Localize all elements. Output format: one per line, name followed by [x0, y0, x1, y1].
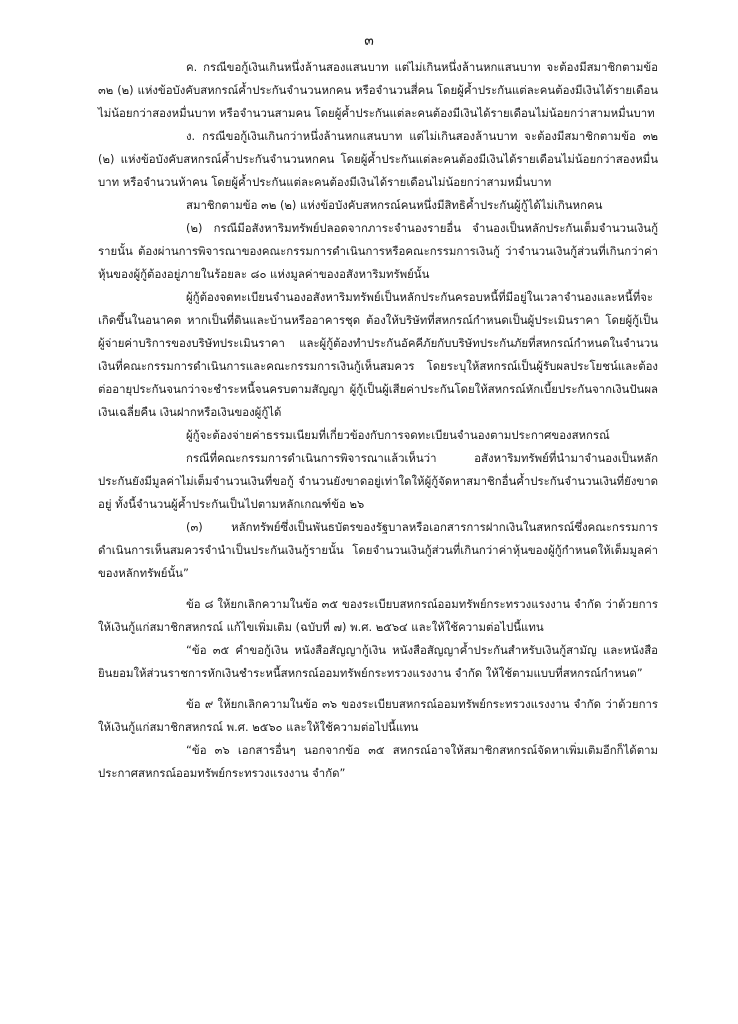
- document-body: [98, 56, 658, 785]
- paragraph-clause-kor: ค. กรณีขอกู้เงินเกินหนึ่งล้านสองแสนบาท แต่ไม่เกินหนึ่งล้านหกแสนบาท จะต้องมีสมาชิกตามข้อ ๓๒ (๒) แห่งข้อบังคับสหกรณ์ค้ำประกันจำนวนหกคน หรือจำนวนสี่คน โดยผู้ค้ำประกันแต่ละคนต้องมีเงินได้รายเดือนไม่น้อยกว่าสองหมื่นบาท หรือจำนวนสามคน โดยผู้ค้ำประกันแต่ละคนต้องมีเงินได้รายเดือนไม่น้อยกว่าสามหมื่นบาท: [98, 60, 658, 120]
- paragraph-mortgage-fee: ผู้กู้จะต้องจ่ายค่าธรรมเนียมที่เกี่ยวข้องกับการจดทะเบียนจำนองตามประกาศของสหกรณ์: [186, 428, 610, 442]
- paragraph-securities-collateral: (๓) หลักทรัพย์ซึ่งเป็นพันธบัตรของรัฐบาลหรือเอกสารการฝากเงินในสหกรณ์ซึ่งคณะกรรมการดำเนินการเห็นสมควรจำนำเป็นประกันเงินกู้รายนั้น โดยจำนวนเงินกู้ส่วนที่เกินกว่าค่าหุ้นของผู้กู้กำหนดให้เต็มมูลค่าของหลักทรัพย์นั้น”: [98, 520, 658, 580]
- paragraph-article-9: ข้อ ๙ ให้ยกเลิกความในข้อ ๓๖ ของระเบียบสหกรณ์ออมทรัพย์กระทรวงแรงงาน จำกัด ว่าด้วยการให้เงินกู้แก่สมาชิกสหกรณ์ พ.ศ. ๒๕๖๐ และให้ใช้ความต่อไปนี้แทน: [98, 697, 658, 734]
- paragraph-insufficient-value: กรณีที่คณะกรรมการดำเนินการพิจารณาแล้วเห็นว่า อสังหาริมทรัพย์ที่นำมาจำนองเป็นหลักประกันยังมีมูลค่าไม่เต็มจำนวนเงินที่ขอกู้ จำนวนยังขาดอยู่เท่าใดให้ผู้กู้จัดหาสมาชิกอื่นค้ำประกันจำนวนเงินที่ยังขาดอยู่ ทั้งนี้จำนวนผู้ค้ำประกันเป็นไปตามหลักเกณฑ์ข้อ ๒๖: [98, 451, 658, 511]
- page-number: ๓: [364, 33, 374, 49]
- paragraph-article-36-text: “ข้อ ๓๖ เอกสารอื่นๆ นอกจากข้อ ๓๕ สหกรณ์อาจให้สมาชิกสหกรณ์จัดหาเพิ่มเติมอีกก็ได้ตามประกาศสหกรณ์ออมทรัพย์กระทรวงแรงงาน จำกัด”: [98, 743, 658, 780]
- paragraph-clause-ngor: ง. กรณีขอกู้เงินเกินกว่าหนึ่งล้านหกแสนบาท แต่ไม่เกินสองล้านบาท จะต้องมีสมาชิกตามข้อ ๓๒ (๒) แห่งข้อบังคับสหกรณ์ค้ำประกันจำนวนหกคน โดยผู้ค้ำประกันแต่ละคนต้องมีเงินได้รายเดือนไม่น้อยกว่าสองหมื่นบาท หรือจำนวนห้าคน โดยผู้ค้ำประกันแต่ละคนต้องมีเงินได้รายเดือนไม่น้อยกว่าสามหมื่นบาท: [98, 129, 658, 189]
- paragraph-mortgage-registration: ผู้กู้ต้องจดทะเบียนจำนองอสังหาริมทรัพย์เป็นหลักประกันครอบหนี้ที่มีอยู่ในเวลาจำนองและหนี้ที่จะเกิดขึ้นในอนาคต หากเป็นที่ดินและบ้านหรืออาคารชุด ต้องให้บริษัทที่สหกรณ์กำหนดเป็นผู้ประเมินราคา โดยผู้กู้เป็นผู้จ่ายค่าบริการของบริษัทประเมินราคา และผู้กู้ต้องทำประกันอัคคีภัยกับบริษัทประกันภัยที่สหกรณ์กำหนดในจำนวนเงินที่คณะกรรมการดำเนินการและคณะกรรมการเงินกู้เห็นสมควร โดยระบุให้สหกรณ์เป็นผู้รับผลประโยชน์และต้องต่ออายุประกันจนกว่าจะชำระหนี้จนครบตามสัญญา ผู้กู้เป็นผู้เสียค่าประกันโดยให้สหกรณ์หักเบี้ยประกันจากเงินปันผล เงินเฉลี่ยคืน เงินฝากหรือเงินของผู้กู้ได้: [98, 290, 658, 419]
- paragraph-real-estate-collateral: (๒) กรณีมีอสังหาริมทรัพย์ปลอดจากภาระจำนองรายอื่น จำนองเป็นหลักประกันเต็มจำนวนเงินกู้รายนั้น ต้องผ่านการพิจารณาของคณะกรรมการดำเนินการหรือคณะกรรมการเงินกู้ ว่าจำนวนเงินกู้ส่วนที่เกินกว่าค่าหุ้นของผู้กู้ต้องอยู่ภายในร้อยละ ๘๐ แห่งมูลค่าของอสังหาริมทรัพย์นั้น: [98, 221, 658, 281]
- paragraph-article-8: ข้อ ๘ ให้ยกเลิกความในข้อ ๓๕ ของระเบียบสหกรณ์ออมทรัพย์กระทรวงแรงงาน จำกัด ว่าด้วยการให้เงินกู้แก่สมาชิกสหกรณ์ แก้ไขเพิ่มเติม (ฉบับที่ ๗) พ.ศ. ๒๕๖๔ และให้ใช้ความต่อไปนี้แทน: [98, 597, 658, 634]
- paragraph-article-35-text: “ข้อ ๓๕ คำขอกู้เงิน หนังสือสัญญากู้เงิน หนังสือสัญญาค้ำประกันสำหรับเงินกู้สามัญ และหนังสือยินยอมให้ส่วนราชการหักเงินชำระหนี้สหกรณ์ออมทรัพย์กระทรวงแรงงาน จำกัด ให้ใช้ตามแบบที่สหกรณ์กำหนด”: [98, 643, 658, 680]
- paragraph-guarantor-limit: สมาชิกตามข้อ ๓๒ (๒) แห่งข้อบังคับสหกรณ์คนหนึ่งมีสิทธิค้ำประกันผู้กู้ได้ไม่เกินหกคน: [186, 198, 603, 212]
